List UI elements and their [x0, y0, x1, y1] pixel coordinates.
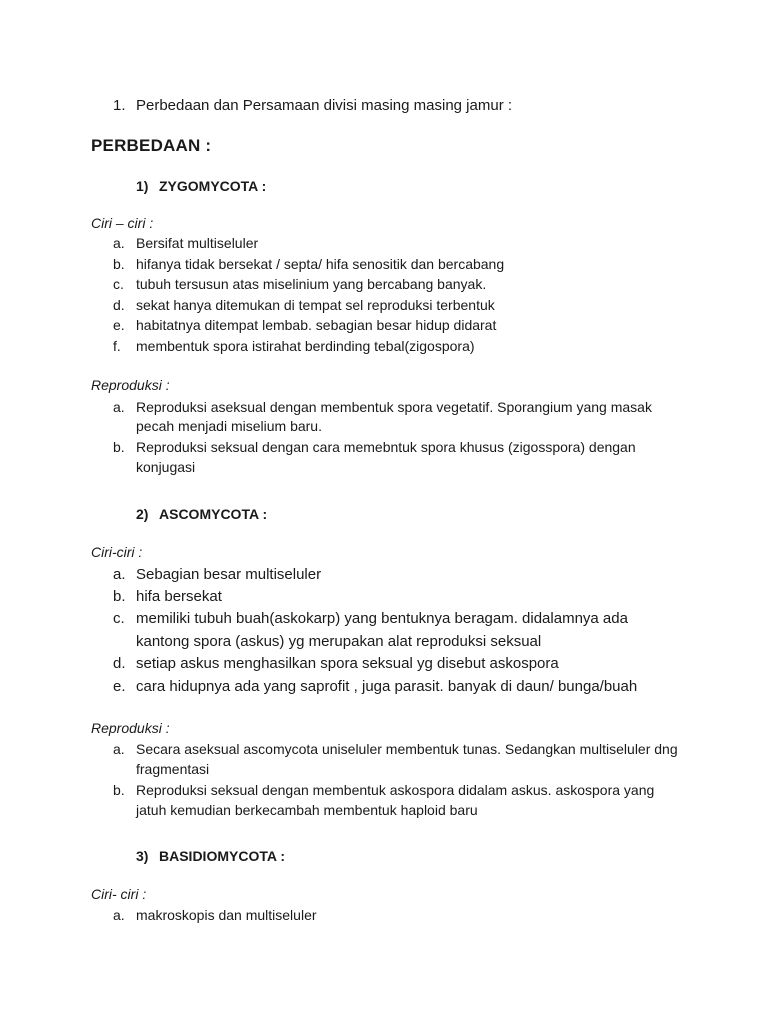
ascomycota-ciri-label: Ciri-ciri :	[91, 544, 143, 560]
list-text: sekat hanya ditemukan di tempat sel reproduksi terbentuk	[136, 297, 495, 313]
list-marker: f.	[113, 338, 121, 354]
list-item-continuation: fragmentasi	[136, 761, 210, 777]
zygomycota-repro-label: Reproduksi :	[91, 377, 170, 393]
list-marker: a.	[113, 399, 125, 415]
intro-text: Perbedaan dan Persamaan divisi masing masing jamur :	[136, 97, 513, 114]
section-basidiomycota-title	[136, 848, 285, 864]
list-marker: a.	[113, 566, 126, 583]
list-text: habitatnya ditempat lembab. sebagian besar hidup didarat	[136, 317, 497, 333]
list-marker: a.	[113, 741, 125, 757]
section-zygomycota-title	[136, 178, 266, 194]
intro-line	[113, 97, 512, 114]
section-number: 2)	[136, 506, 149, 522]
list-marker: b.	[113, 256, 125, 272]
list-marker: b.	[113, 588, 126, 605]
section-number: 1)	[136, 178, 149, 194]
list-marker: d.	[113, 655, 126, 672]
list-text: Secara aseksual ascomycota uniseluler membentuk tunas. Sedangkan multiseluler dng	[136, 741, 678, 757]
list-item-continuation: pecah menjadi miselium baru.	[136, 418, 322, 434]
list-text: tubuh tersusun atas miselinium yang bercabang banyak.	[136, 276, 487, 292]
list-marker: c.	[113, 276, 124, 292]
list-marker: a.	[113, 907, 125, 923]
list-text: Reproduksi aseksual dengan membentuk spora vegetatif. Sporangium yang masak	[136, 399, 652, 415]
list-marker: b.	[113, 439, 125, 455]
list-text: Reproduksi seksual dengan cara memebntuk spora khusus (zigosspora) dengan	[136, 439, 636, 455]
basidiomycota-ciri-label: Ciri- ciri :	[91, 886, 147, 902]
section-title: BASIDIOMYCOTA :	[159, 848, 285, 864]
intro-number: 1.	[113, 97, 126, 114]
list-item-continuation: jatuh kemudian berkecambah membentuk haploid baru	[136, 802, 478, 818]
list-text: hifa bersekat	[136, 588, 222, 605]
list-marker: e.	[113, 678, 126, 695]
list-text: memiliki tubuh buah(askokarp) yang bentuknya beragam. didalamnya ada	[136, 610, 628, 627]
list-text: Bersifat multiseluler	[136, 235, 259, 251]
section-title: ASCOMYCOTA :	[159, 506, 268, 522]
section-number: 3)	[136, 848, 149, 864]
ascomycota-repro-label: Reproduksi :	[91, 720, 170, 736]
list-item-continuation: konjugasi	[136, 459, 196, 475]
list-text: hifanya tidak bersekat / septa/ hifa senositik dan bercabang	[136, 256, 505, 272]
list-marker: a.	[113, 235, 125, 251]
section-title: ZYGOMYCOTA :	[159, 178, 267, 194]
section-ascomycota-title	[136, 506, 267, 522]
list-item-continuation: kantong spora (askus) yg merupakan alat reproduksi seksual	[136, 633, 542, 650]
list-text: Sebagian besar multiseluler	[136, 566, 322, 583]
list-text: membentuk spora istirahat berdinding tebal(zigospora)	[136, 338, 475, 354]
list-text: cara hidupnya ada yang saprofit , juga parasit. banyak di daun/ bunga/buah	[136, 678, 638, 695]
list-text: makroskopis dan multiseluler	[136, 907, 317, 923]
list-text: Reproduksi seksual dengan membentuk askospora didalam askus. askospora yang	[136, 782, 655, 798]
list-text: setiap askus menghasilkan spora seksual yg disebut askospora	[136, 655, 559, 672]
list-marker: c.	[113, 610, 125, 627]
list-marker: b.	[113, 782, 125, 798]
list-marker: d.	[113, 297, 125, 313]
zygomycota-ciri-label: Ciri – ciri :	[91, 215, 154, 231]
heading-perbedaan: PERBEDAAN :	[91, 136, 212, 155]
list-marker: e.	[113, 317, 125, 333]
